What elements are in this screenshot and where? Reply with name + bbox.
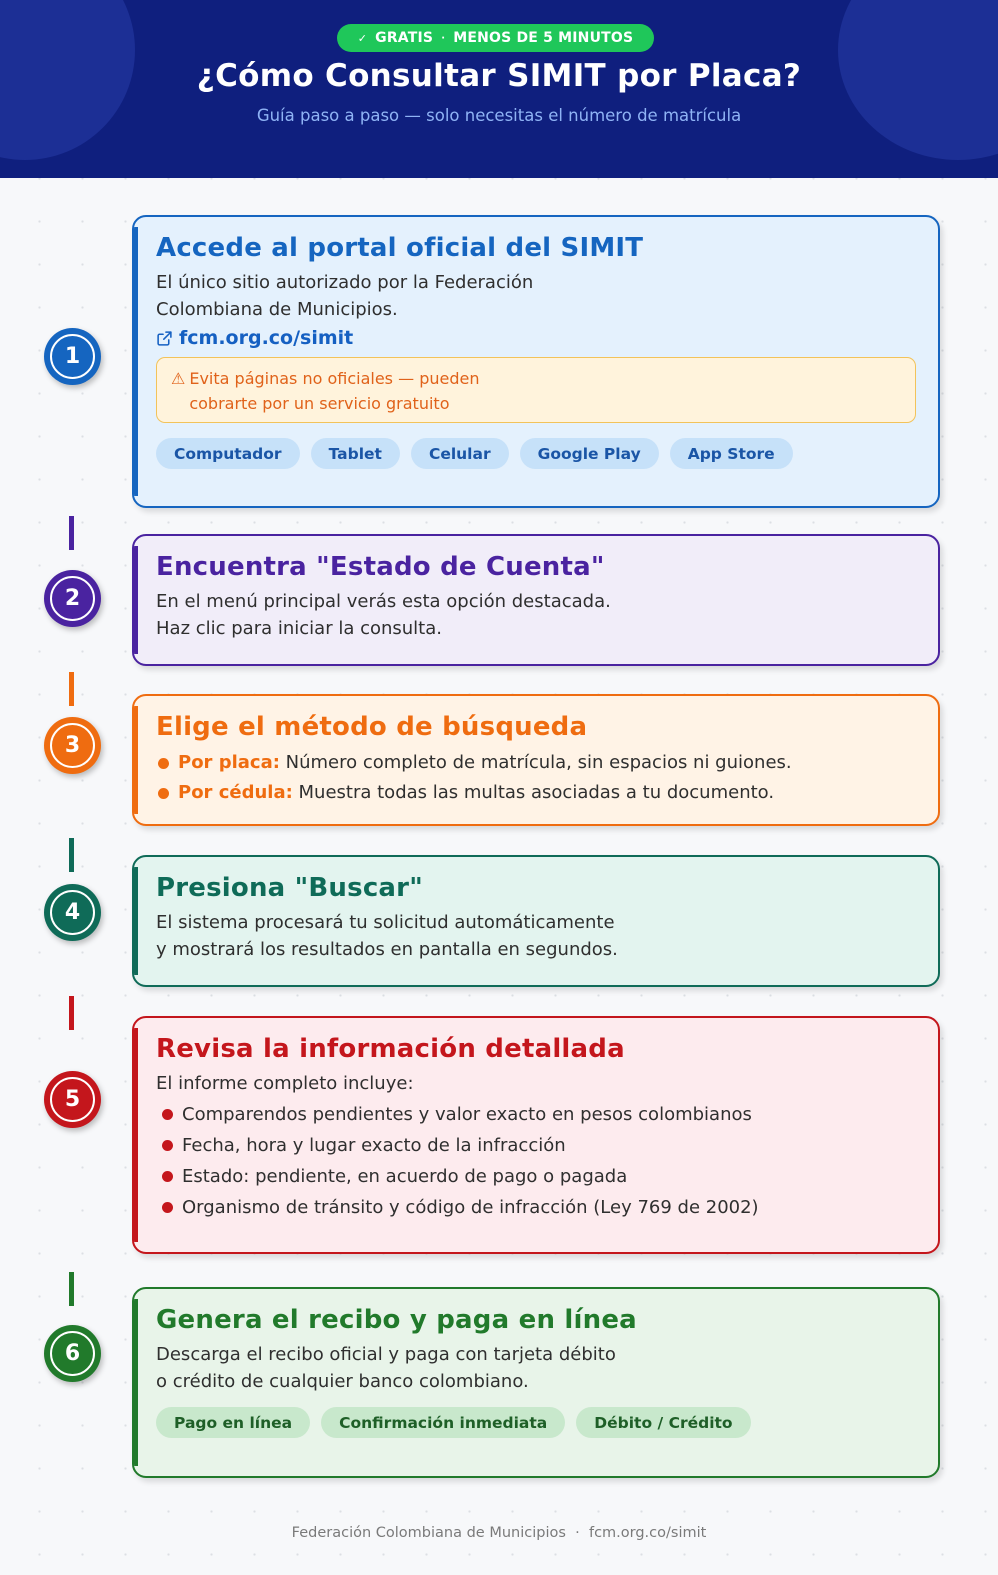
- badge-separator: ·: [441, 32, 446, 44]
- list-item: Organismo de tránsito y código de infracción (Ley 769 de 2002): [156, 1192, 916, 1223]
- step-number-2: 2: [44, 570, 101, 627]
- timeline-connector: [69, 996, 74, 1030]
- step-card-3: [132, 694, 940, 826]
- step-card-1: [132, 215, 940, 508]
- step-title: Elige el método de búsqueda: [156, 712, 588, 742]
- tag-app-store: App Store: [670, 438, 793, 469]
- list-item: Por placa: Número completo de matrícula, sin espacios ni guiones.: [156, 748, 916, 778]
- page-title: ¿Cómo Consultar SIMIT por Placa?: [196, 58, 802, 94]
- warning-box: [156, 357, 916, 423]
- step-title: Presiona "Buscar": [156, 873, 423, 903]
- timeline-connector: [69, 838, 74, 872]
- step-description: El único sitio autorizado por la Federación Colombiana de Municipios.: [156, 272, 534, 320]
- device-tags: [156, 438, 916, 469]
- step-intro: El informe completo incluye:: [156, 1073, 414, 1094]
- footer-separator: ·: [575, 1525, 580, 1541]
- step-number-6: 6: [44, 1325, 101, 1382]
- step-card-5: [132, 1016, 940, 1254]
- list-item: Fecha, hora y lugar exacto de la infracción: [156, 1130, 916, 1161]
- warning-text: Evita páginas no oficiales — pueden cobrarte por un servicio gratuito: [189, 369, 480, 413]
- payment-tags: [156, 1407, 916, 1438]
- portal-link[interactable]: [156, 327, 916, 349]
- search-method-list: [156, 748, 916, 808]
- step-title: Encuentra "Estado de Cuenta": [156, 552, 605, 582]
- badge-time-label: MENOS DE 5 MINUTOS: [453, 30, 634, 46]
- step-number-4: 4: [44, 884, 101, 941]
- check-icon: ✓: [357, 31, 368, 45]
- step-description: El sistema procesará tu solicitud automáticamente y mostrará los resultados en pantalla en segundos.: [156, 912, 618, 960]
- portal-link-text[interactable]: fcm.org.co/simit: [179, 327, 354, 349]
- badge-free-label: GRATIS: [375, 30, 434, 46]
- report-items-list: [156, 1099, 916, 1223]
- step-description: En el menú principal verás esta opción destacada. Haz clic para iniciar la consulta.: [156, 591, 611, 639]
- tag-google-play: Google Play: [520, 438, 659, 469]
- step-card-2: [132, 534, 940, 666]
- footer-org: Federación Colombiana de Municipios: [291, 1525, 566, 1541]
- external-link-icon: [156, 330, 173, 347]
- list-item: Comparendos pendientes y valor exacto en pesos colombianos: [156, 1099, 916, 1130]
- tag-confirmacion-inmediata: Confirmación inmediata: [321, 1407, 565, 1438]
- hero-header: [0, 0, 998, 178]
- free-time-badge: [337, 24, 654, 52]
- page-subtitle: Guía paso a paso — solo necesitas el número de matrícula: [256, 106, 742, 125]
- list-item: Por cédula: Muestra todas las multas asociadas a tu documento.: [156, 778, 916, 808]
- step-description: Descarga el recibo oficial y paga con tarjeta débito o crédito de cualquier banco colombiano.: [156, 1344, 616, 1392]
- tag-pago-en-linea: Pago en línea: [156, 1407, 310, 1438]
- list-item: Estado: pendiente, en acuerdo de pago o pagada: [156, 1161, 916, 1192]
- timeline-connector: [69, 1272, 74, 1306]
- step-number-5: 5: [44, 1071, 101, 1128]
- step-number-1: 1: [44, 328, 101, 385]
- tag-celular: Celular: [411, 438, 509, 469]
- timeline-connector: [69, 516, 74, 550]
- footer: [0, 1525, 998, 1541]
- tag-computador: Computador: [156, 438, 300, 469]
- timeline-connector: [69, 672, 74, 706]
- tag-debito-credito: Débito / Crédito: [576, 1407, 750, 1438]
- warning-icon: ⚠: [171, 369, 186, 388]
- step-card-4: [132, 855, 940, 987]
- step-card-6: [132, 1287, 940, 1478]
- step-title: Revisa la información detallada: [156, 1034, 625, 1064]
- step-title: Accede al portal oficial del SIMIT: [156, 233, 644, 263]
- tag-tablet: Tablet: [311, 438, 400, 469]
- step-number-3: 3: [44, 717, 101, 774]
- step-title: Genera el recibo y paga en línea: [156, 1305, 637, 1335]
- footer-url[interactable]: fcm.org.co/simit: [588, 1525, 707, 1541]
